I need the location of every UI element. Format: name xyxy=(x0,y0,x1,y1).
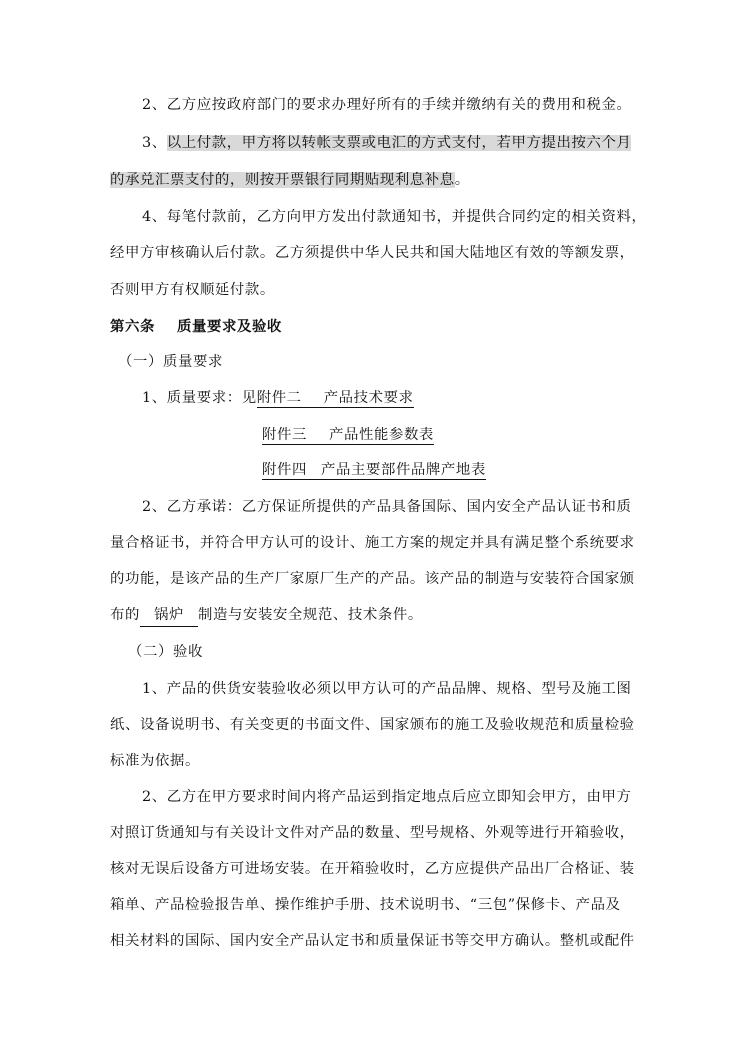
para-3-highlight-1: 以上付款，甲方将以转帐支票或电汇的方式支付，若甲方提出按六个月 xyxy=(166,135,632,151)
boiler-fill-in: 锅炉 xyxy=(140,605,198,627)
attachment-4: 附件四 产品主要部件品牌产地表 xyxy=(262,462,486,478)
article-6-number: 第六条 xyxy=(110,318,155,335)
acceptance-item-2-line-3: 核对无误后设备方可进场安装。在开箱验收时，乙方应提供产品出厂合格证、装 xyxy=(110,861,635,877)
quality-item-2-line-1: 2、乙方承诺：乙方保证所提供的产品具备国际、国内安全产品认证书和质 xyxy=(142,499,632,515)
para-3-line-1 xyxy=(142,133,631,153)
acceptance-item-1-line-2: 纸、设备说明书、有关变更的书面文件、国家颁布的施工及验收规范和质量检验 xyxy=(110,717,635,733)
attachment-3: 附件三 产品性能参数表 xyxy=(262,427,434,443)
para-2: 2、乙方应按政府部门的要求办理好所有的手续并缴纳有关的费用和税金。 xyxy=(142,97,632,113)
para-4-line-2: 经甲方审核确认后付款。乙方须提供中华人民共和国大陆地区有效的等额发票， xyxy=(110,245,635,261)
para-4-line-3: 否则甲方有权顺延付款。 xyxy=(110,282,275,298)
quality-item-1-label: 1、质量要求：见 xyxy=(142,390,257,406)
acceptance-item-2-line-1: 2、乙方在甲方要求时间内将产品运到指定地点后应立即知会甲方，由甲方 xyxy=(142,789,632,805)
acceptance-item-2-line-2: 对照订货通知与有关设计文件对产品的数量、型号规格、外观等进行开箱验收， xyxy=(110,825,635,841)
article-6-heading xyxy=(110,317,282,337)
para-3-prefix: 3、 xyxy=(142,135,167,151)
section-2-heading: （二）验收 xyxy=(128,644,203,660)
article-6-title: 质量要求及验收 xyxy=(176,318,282,335)
quality-item-1 xyxy=(142,388,414,408)
para-4-line-1: 4、每笔付款前，乙方向甲方发出付款通知书，并提供合同约定的相关资料， xyxy=(142,209,647,225)
acceptance-item-1-line-3: 标准为依据。 xyxy=(110,753,200,769)
quality-item-2-line-4: 布的 锅炉 制造与安装安全规范、技术条件。 xyxy=(110,605,423,627)
acceptance-item-2-line-5: 相关材料的国际、国内安全产品认定书和质量保证书等交甲方确认。整机或配件 xyxy=(110,933,635,949)
quality-item-2-line-2: 量合格证书，并符合甲方认可的设计、施工方案的规定并具有满足整个系统要求 xyxy=(110,535,635,551)
acceptance-item-2-line-4: 箱单、产品检验报告单、操作维护手册、技术说明书、“三包”保修卡、产品及 xyxy=(110,897,621,913)
para-3-highlight-2: 的承兑汇票支付的，则按开票银行同期贴现利息补息 xyxy=(110,172,455,188)
attachment-2-link: 附件二 产品技术要求 xyxy=(256,390,414,406)
para-3-line-2 xyxy=(110,170,470,190)
para-3-end: 。 xyxy=(454,172,470,188)
quality-item-2-line-3: 的功能，是该产品的生产厂家原厂生产的产品。该产品的制造与安装符合国家颁 xyxy=(110,571,635,587)
section-1-heading: （一）质量要求 xyxy=(118,354,223,370)
acceptance-item-1-line-1: 1、产品的供货安装验收必须以甲方认可的产品品牌、规格、型号及施工图 xyxy=(142,681,632,697)
